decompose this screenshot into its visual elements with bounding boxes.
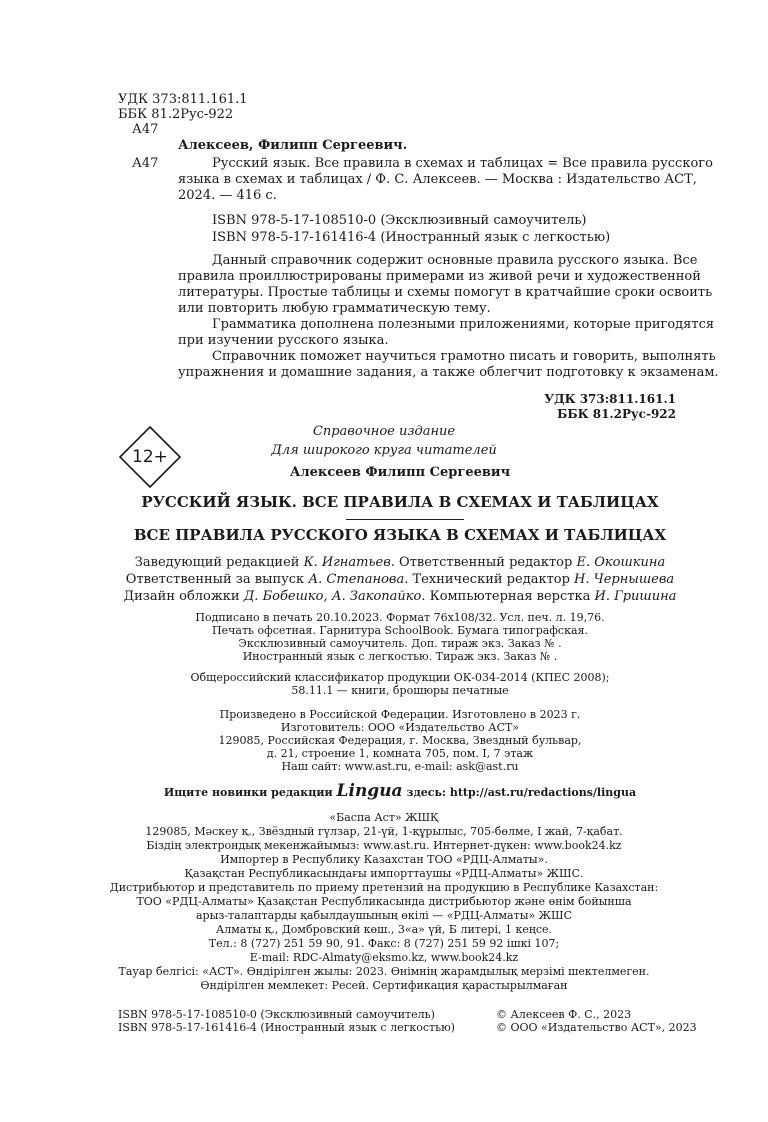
staff-name: И. Гришина bbox=[594, 589, 677, 604]
catalog-author: Алексеев, Филипп Сергеевич. bbox=[178, 138, 408, 153]
entry-line: 2024. — 416 с. bbox=[178, 188, 277, 203]
print-line: Иностранный язык с легкостью. Тираж экз. Заказ № . bbox=[242, 650, 558, 663]
annotation-line: упражнения и домашние задания, а также облегчит подготовку к экзаменам. bbox=[178, 365, 719, 380]
udk-right: УДК 373:811.161.1 bbox=[544, 392, 676, 406]
staff-name: Е. Окошкина bbox=[576, 555, 666, 570]
publisher-line: 129085, Российская Федерация, г. Москва, Звездный бульвар, bbox=[218, 734, 582, 747]
entry-line: языка в схемах и таблицах / Ф. С. Алексеев. — Москва : Издательство АСТ, bbox=[178, 172, 697, 187]
annotation-line: при изучении русского языка. bbox=[178, 333, 389, 348]
copyright-publisher: © ООО «Издательство АСТ», 2023 bbox=[496, 1021, 697, 1034]
print-line: Подписано в печать 20.10.2023. Формат 76x108/32. Усл. печ. л. 19,76. bbox=[195, 611, 605, 624]
annotation bbox=[178, 253, 719, 381]
isbn-line: ISBN 978-5-17-108510-0 (Эксклюзивный самоучитель) bbox=[212, 213, 587, 228]
classifier-line: 58.11.1 — книги, брошюры печатные bbox=[291, 684, 509, 697]
footer-isbn: ISBN 978-5-17-108510-0 (Эксклюзивный самоучитель) bbox=[118, 1008, 435, 1021]
bbk-code: ББК 81.2Рус-922 bbox=[118, 107, 234, 122]
copyright-author: © Алексеев Ф. С., 2023 bbox=[496, 1008, 632, 1021]
staff-label: . Ответственный редактор bbox=[390, 555, 577, 570]
kz-line: Импортер в Республику Казахстан ТОО «РДЦ-Алматы». bbox=[220, 853, 548, 866]
kz-line: Алматы қ., Домбровский көш., 3«а» үй, Б литері, 1 кеңсе. bbox=[215, 923, 553, 936]
print-line: Эксклюзивный самоучитель. Доп. тираж экз. Заказ № . bbox=[238, 637, 562, 650]
udk-code: УДК 373:811.161.1 bbox=[118, 92, 248, 107]
staff-label: . Технический редактор bbox=[404, 572, 575, 587]
publisher-line: Произведено в Российской Федерации. Изготовлено в 2023 г. bbox=[219, 708, 581, 721]
catalog-entry bbox=[178, 156, 713, 204]
kz-line: Тел.: 8 (727) 251 59 90, 91. Факс: 8 (727) 251 59 92 ішкі 107; bbox=[208, 937, 560, 950]
age-rating-text: 12+ bbox=[132, 447, 168, 467]
kz-line: «Баспа Аст» ЖШҚ bbox=[329, 811, 439, 824]
entry-sign: А47 bbox=[132, 156, 159, 171]
kz-line: E-mail: RDC-Almaty@eksmo.kz, www.book24.kz bbox=[249, 951, 519, 964]
audience: Для широкого круга читателей bbox=[271, 443, 497, 458]
annotation-line: литературы. Простые таблицы и схемы помогут в кратчайшие сроки освоить bbox=[178, 285, 713, 300]
staff-label: Заведующий редакцией bbox=[134, 555, 304, 570]
staff-label: . Компьютерная верстка bbox=[421, 589, 595, 604]
annotation-line: Данный справочник содержит основные правила русского языка. Все bbox=[212, 253, 698, 268]
annotation-line: Грамматика дополнена полезными приложениями, которые пригодятся bbox=[212, 317, 715, 332]
title-divider bbox=[346, 519, 464, 520]
classifier-line: Общероссийский классификатор продукции ОК-034-2014 (КПЕС 2008); bbox=[190, 671, 610, 684]
kz-line: Қазақстан Республикасындағы импорттаушы «РДЦ-Алматы» ЖШС. bbox=[184, 867, 584, 880]
kz-line: Тауар белгісі: «АСТ». Өндірілген жылы: 2023. Өнімнің жарамдылық мерзімі шектелмеген. bbox=[118, 965, 650, 978]
staff-line-3 bbox=[0, 589, 768, 605]
staff-name: А. Степанова bbox=[308, 572, 405, 587]
news-text: Ищите новинки редакции bbox=[163, 786, 333, 799]
bbk-right: ББК 81.2Рус-922 bbox=[557, 407, 676, 421]
kz-line: 129085, Мәскеу қ., Звёздный гүлзар, 21-үй, 1-құрылыс, 705-бөлме, I жай, 7-қабат. bbox=[145, 825, 623, 838]
staff-line-1 bbox=[0, 555, 768, 571]
staff-name: К. Игнатьев bbox=[303, 555, 391, 570]
isbn-line: ISBN 978-5-17-161416-4 (Иностранный язык с легкостью) bbox=[212, 230, 611, 245]
news-line bbox=[0, 781, 768, 801]
staff-label: Ответственный за выпуск bbox=[125, 572, 309, 587]
print-line: Печать офсетная. Гарнитура SchoolBook. Бумага типографская. bbox=[212, 624, 588, 637]
staff-label: Дизайн обложки bbox=[123, 589, 244, 604]
annotation-line: Справочник поможет научиться грамотно писать и говорить, выполнять bbox=[212, 349, 716, 364]
publisher-line: Наш сайт: www.ast.ru, e-mail: ask@ast.ru bbox=[281, 760, 519, 773]
lingua-logo: Lingua bbox=[336, 781, 403, 801]
imprint-author: Алексеев Филипп Сергеевич bbox=[289, 465, 511, 480]
author-sign: А47 bbox=[132, 122, 159, 137]
publisher-line: д. 21, строение 1, комната 705, пом. I, 7 этаж bbox=[266, 747, 534, 760]
annotation-line: или повторить любую грамматическую тему. bbox=[178, 301, 491, 316]
book-subtitle: ВСЕ ПРАВИЛА РУССКОГО ЯЗЫКА В СХЕМАХ И ТАБЛИЦАХ bbox=[133, 526, 667, 544]
kz-line: арыз-талаптарды қабылдаушының өкілі — «РДЦ-Алматы» ЖШС bbox=[195, 909, 573, 922]
kz-line: Біздің электрондық мекенжайымыз: www.ast.ru. Интернет-дүкен: www.book24.kz bbox=[146, 839, 622, 852]
kz-line: Дистрибьютор и представитель по приему претензий на продукцию в Республике Казахстан: bbox=[109, 881, 659, 894]
news-link: здесь: http://ast.ru/redactions/lingua bbox=[406, 786, 637, 799]
edition-type: Справочное издание bbox=[312, 424, 456, 439]
staff-line-2 bbox=[0, 572, 768, 588]
entry-line: Русский язык. Все правила в схемах и таблицах = Все правила русского bbox=[212, 156, 713, 171]
annotation-line: правила проиллюстрированы примерами из живой речи и художественной bbox=[178, 269, 701, 284]
staff-name: Д. Бобешко, А. Закопайко bbox=[243, 589, 422, 604]
publisher-line: Изготовитель: ООО «Издательство АСТ» bbox=[280, 721, 520, 734]
footer-isbn: ISBN 978-5-17-161416-4 (Иностранный язык с легкостью) bbox=[118, 1021, 455, 1034]
book-title: РУССКИЙ ЯЗЫК. ВСЕ ПРАВИЛА В СХЕМАХ И ТАБЛИЦАХ bbox=[141, 493, 659, 511]
kz-line: Өндірілген мемлекет: Ресей. Сертификация қарастырылмаған bbox=[200, 979, 568, 992]
staff-name: Н. Чернышева bbox=[574, 572, 675, 587]
kz-line: ТОО «РДЦ-Алматы» Қазақстан Республикасында дистрибьютор және өнім бойынша bbox=[136, 895, 632, 908]
